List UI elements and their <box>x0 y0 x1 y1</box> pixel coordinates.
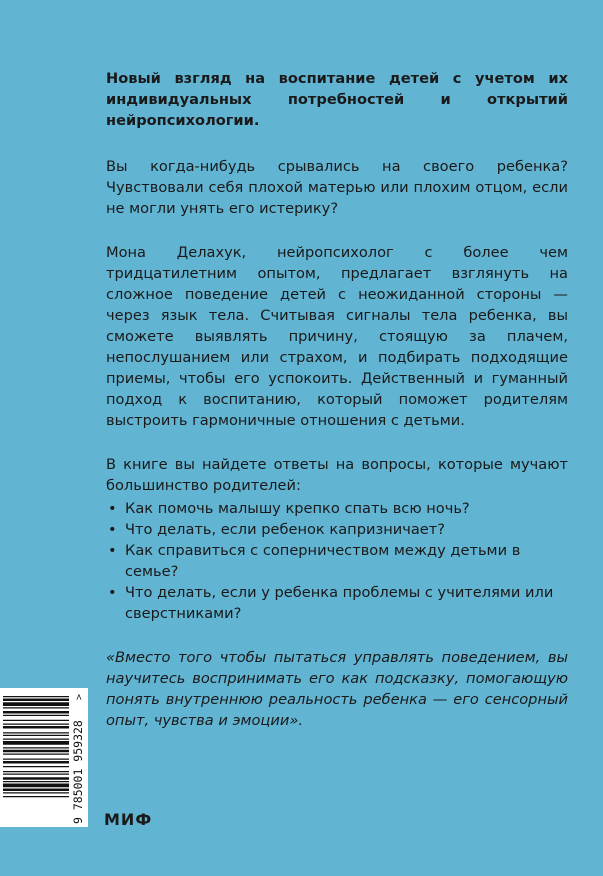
barcode-bar <box>3 766 69 767</box>
barcode-bar <box>3 789 69 792</box>
barcode-bar <box>3 707 69 708</box>
barcode-bar <box>3 724 69 725</box>
barcode-bar <box>3 732 69 733</box>
barcode-bar <box>3 796 69 797</box>
barcode-bar <box>3 750 69 753</box>
barcode-bar <box>3 781 69 782</box>
list-item: • Что делать, если у ребенка проблемы с учителями или сверстниками? <box>106 582 568 624</box>
barcode-bar <box>3 696 69 697</box>
barcode-bar <box>3 777 69 780</box>
barcode-arrow: > <box>74 694 85 701</box>
barcode-bar <box>3 741 69 745</box>
lead-text: Новый взгляд на воспитание детей с учетом их индивидуальных потребностей и открытий нейропсихологии. <box>106 70 568 129</box>
author-paragraph: Мона Делахук, нейропсихолог с более чем тридцатилетним опытом, предлагает взглянуть на сложное поведение детей с неожиданной стороны — через язык тела. Считывая сигналы тела ребенка, вы сможете выявлять причину, стоящую за плачем, непослушанием или страхом, и подбирать подходящие приемы, чтобы его успокоить. Действенный и гуманный подход к воспитанию, который поможет родителям выстроить гармоничные отношения с детьми. <box>106 244 568 429</box>
barcode-bar <box>3 784 69 788</box>
barcode-bar <box>3 726 69 729</box>
barcode-bar <box>3 735 69 736</box>
barcode-bar <box>3 711 69 714</box>
isbn-barcode <box>0 688 88 827</box>
barcode-icon <box>0 688 88 827</box>
barcode-digits: 9 785001 959328 <box>71 720 85 824</box>
quote-text: «Вместо того чтобы пытаться управлять поведением, вы научитесь воспринимать его как подсказку, помогающую понять внутреннюю реальность ребенка — его сенсорный опыт, чувства и эмоции». <box>106 649 568 729</box>
barcode-bar <box>3 720 69 721</box>
barcode-bar <box>3 792 69 793</box>
barcode-bar <box>3 759 69 760</box>
barcode-bar <box>3 702 69 706</box>
barcode-bar <box>3 761 69 764</box>
barcode-bar <box>3 699 69 702</box>
barcode-bar <box>3 771 69 772</box>
questions-list <box>106 498 568 624</box>
list-item: • Как справиться с соперничеством между детьми в семье? <box>106 540 568 582</box>
publisher-logo: МИФ <box>104 810 153 829</box>
barcode-bar <box>3 754 69 755</box>
list-item: • Что делать, если ребенок капризничает? <box>106 519 568 540</box>
barcode-bar <box>3 747 69 748</box>
barcode-bar <box>3 715 69 716</box>
questions-intro: В книге вы найдете ответы на вопросы, которые мучают большинство родителей: <box>106 456 568 494</box>
intro-paragraph: Вы когда-нибудь срывались на своего ребенка? Чувствовали себя плохой матерью или плохим отцом, если не могли унять его истерику? <box>106 158 568 217</box>
list-item: • Как помочь малышу крепко спать всю ночь? <box>106 498 568 519</box>
back-cover-text <box>106 68 568 754</box>
barcode-bar <box>3 739 69 740</box>
barcode-bar <box>3 774 69 775</box>
